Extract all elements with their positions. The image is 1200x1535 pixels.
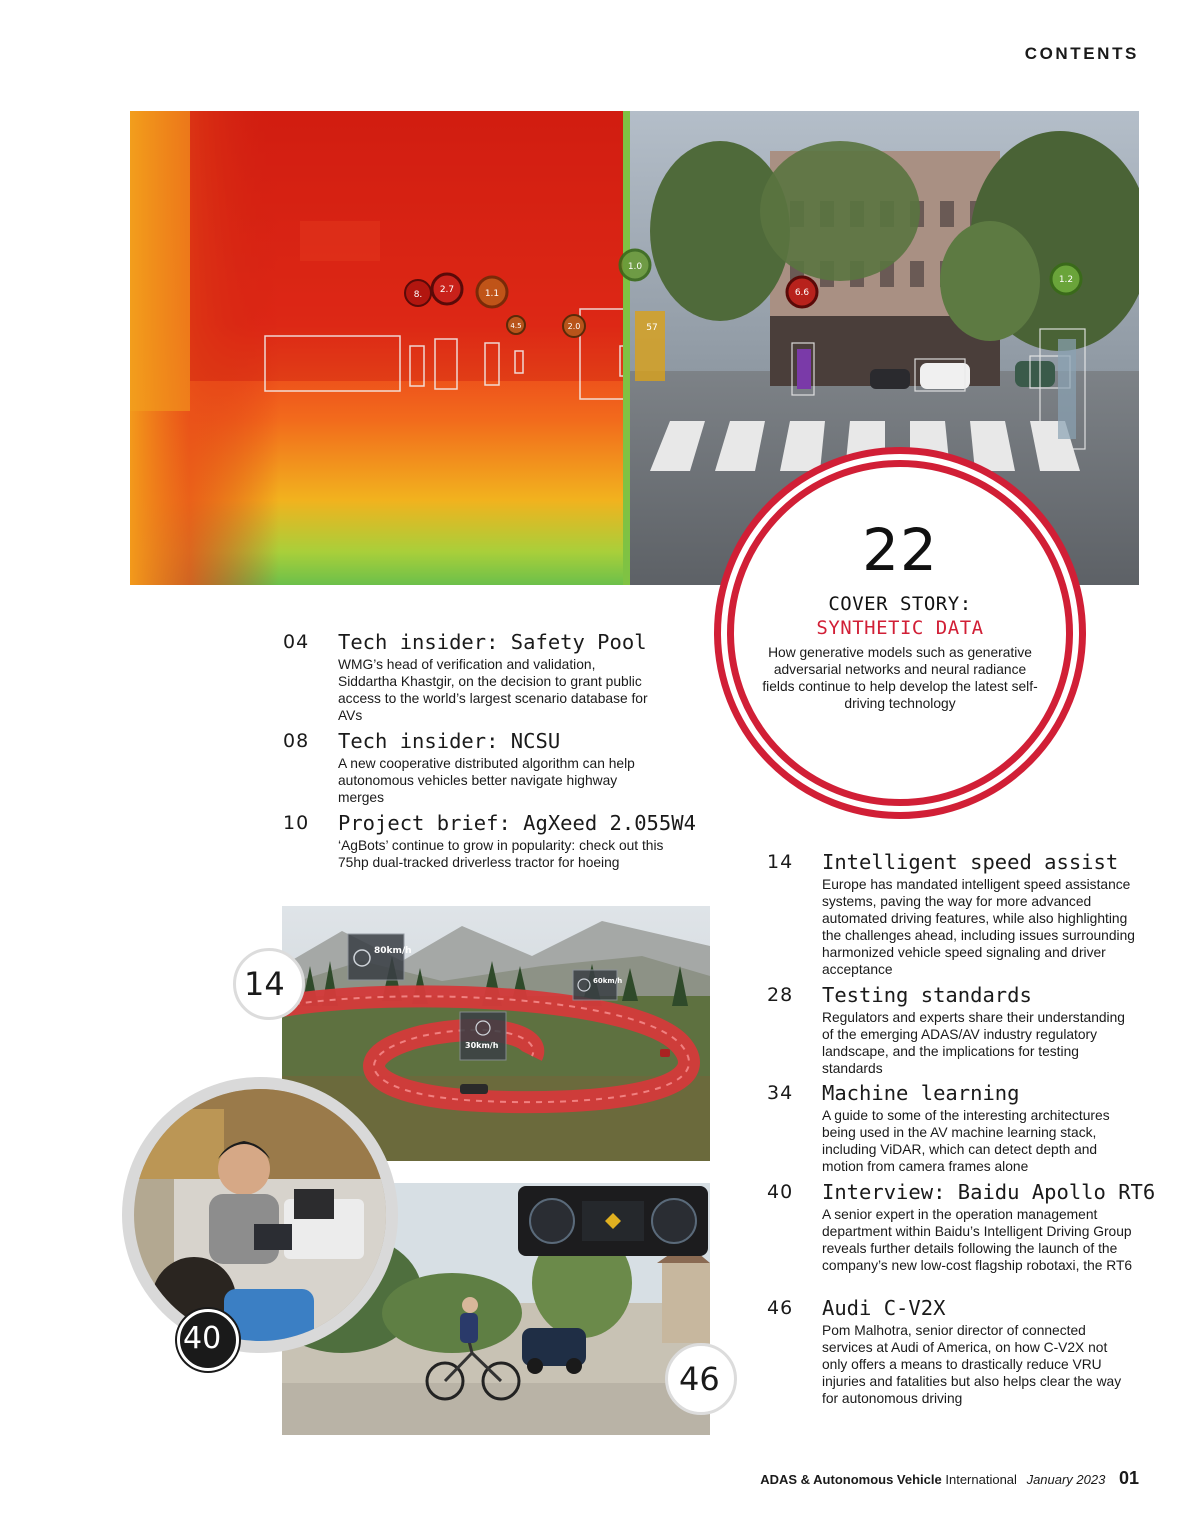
- publication-suffix: International: [945, 1472, 1017, 1487]
- svg-text:1.1: 1.1: [484, 289, 500, 299]
- svg-text:57: 57: [646, 323, 658, 333]
- entry-title: Testing standards: [822, 983, 1032, 1007]
- svg-text:80km/h: 80km/h: [374, 946, 412, 956]
- toc-entry-machine-learning[interactable]: [767, 1081, 1147, 1176]
- svg-text:1.2: 1.2: [1058, 275, 1074, 285]
- publication-name: ADAS & Autonomous Vehicle: [760, 1472, 942, 1487]
- audi-badge-number: 46: [679, 1360, 720, 1398]
- entry-title: Intelligent speed assist: [822, 850, 1119, 874]
- entry-title: Audi C-V2X: [822, 1296, 946, 1320]
- svg-text:2.0: 2.0: [567, 322, 581, 331]
- toc-entry-agxeed[interactable]: [283, 811, 696, 871]
- entry-page-number: 04: [283, 631, 310, 653]
- entry-title: Tech insider: NCSU: [338, 729, 561, 753]
- entry-title: Machine learning: [822, 1081, 1020, 1105]
- issue-date: January 2023: [1026, 1472, 1106, 1487]
- entry-page-number: 46: [767, 1297, 794, 1319]
- svg-text:8.: 8.: [413, 290, 423, 300]
- entry-page-number: 28: [767, 984, 794, 1006]
- toc-entry-baidu-apollo[interactable]: [767, 1180, 1156, 1292]
- entry-description: Regulators and experts share their understanding of the emerging ADAS/AV industry regulatory landscape, and the implications for testing standards: [822, 1010, 1125, 1076]
- page-footer: [760, 1468, 1139, 1489]
- toc-entry-safety-pool[interactable]: [283, 630, 683, 725]
- cover-story-page-number: 22: [862, 516, 938, 584]
- cover-story-description: How generative models such as generative adversarial networks and neural radiance fields continue to help develop the latest self-driving technology: [762, 645, 1038, 711]
- section-label: CONTENTS: [1024, 44, 1139, 63]
- entry-description: A guide to some of the interesting architectures being used in the AV machine learning stack, including ViDAR, which can detect depth and motion from camera frames alone: [822, 1108, 1110, 1174]
- svg-text:1.0: 1.0: [627, 262, 643, 272]
- cover-story-title: SYNTHETIC DATA: [816, 617, 984, 639]
- toc-entry-audi-cv2x[interactable]: [767, 1296, 1147, 1408]
- entry-description: A new cooperative distributed algorithm can help autonomous vehicles better navigate highway merges: [338, 756, 635, 805]
- entry-page-number: 40: [767, 1181, 794, 1203]
- entry-title: Tech insider: Safety Pool: [338, 630, 647, 654]
- entry-description: A senior expert in the operation management department within Baidu’s Intelligent Driving Group reveals further details following the launch of the company’s new low-cost flagship robotaxi, the RT6: [822, 1207, 1133, 1273]
- entry-description: Pom Malhotra, senior director of connected services at Audi of America, on how C-V2X not only offers a means to drastically reduce VRU injuries and fatalities but also helps clear the way for autonomous driving: [822, 1323, 1122, 1406]
- entry-title: Interview: Baidu Apollo RT6: [822, 1180, 1156, 1204]
- toc-entry-ncsu[interactable]: [283, 729, 683, 807]
- entry-description: ‘AgBots’ continue to grow in popularity: check out this 75hp dual-tracked driverless tractor for hoeing: [338, 838, 664, 870]
- entry-page-number: 08: [283, 730, 310, 752]
- entry-title: Project brief: AgXeed 2.055W4: [338, 811, 696, 835]
- page-number: 01: [1118, 1468, 1139, 1488]
- toc-entry-testing-standards[interactable]: [767, 983, 1147, 1078]
- cover-story[interactable]: [760, 516, 1040, 712]
- cover-story-kicker: COVER STORY:: [828, 593, 972, 615]
- svg-text:6.6: 6.6: [794, 288, 810, 298]
- entry-description: WMG’s head of verification and validation, Siddartha Khastgir, on the decision to grant public access to the world’s largest scenario database for AVs: [338, 657, 648, 723]
- svg-text:4.5: 4.5: [510, 322, 522, 330]
- entry-page-number: 34: [767, 1082, 794, 1104]
- toc-entry-speed-assist[interactable]: [767, 850, 1147, 980]
- svg-text:30km/h: 30km/h: [465, 1041, 499, 1050]
- entry-page-number: 14: [767, 851, 794, 873]
- entry-page-number: 10: [283, 812, 310, 834]
- baidu-apollo-photo: [122, 1077, 398, 1353]
- entry-description: Europe has mandated intelligent speed assistance systems, paving the way for more advanced automated driving features, while also highlighting the challenges ahead, including issues surrounding harmonized vehicle speed signaling and driver acceptance: [822, 877, 1135, 977]
- baidu-badge-number: 40: [183, 1321, 222, 1356]
- speed-assist-badge-number: 14: [244, 965, 285, 1003]
- svg-text:60km/h: 60km/h: [593, 977, 623, 985]
- svg-text:2.7: 2.7: [439, 285, 455, 295]
